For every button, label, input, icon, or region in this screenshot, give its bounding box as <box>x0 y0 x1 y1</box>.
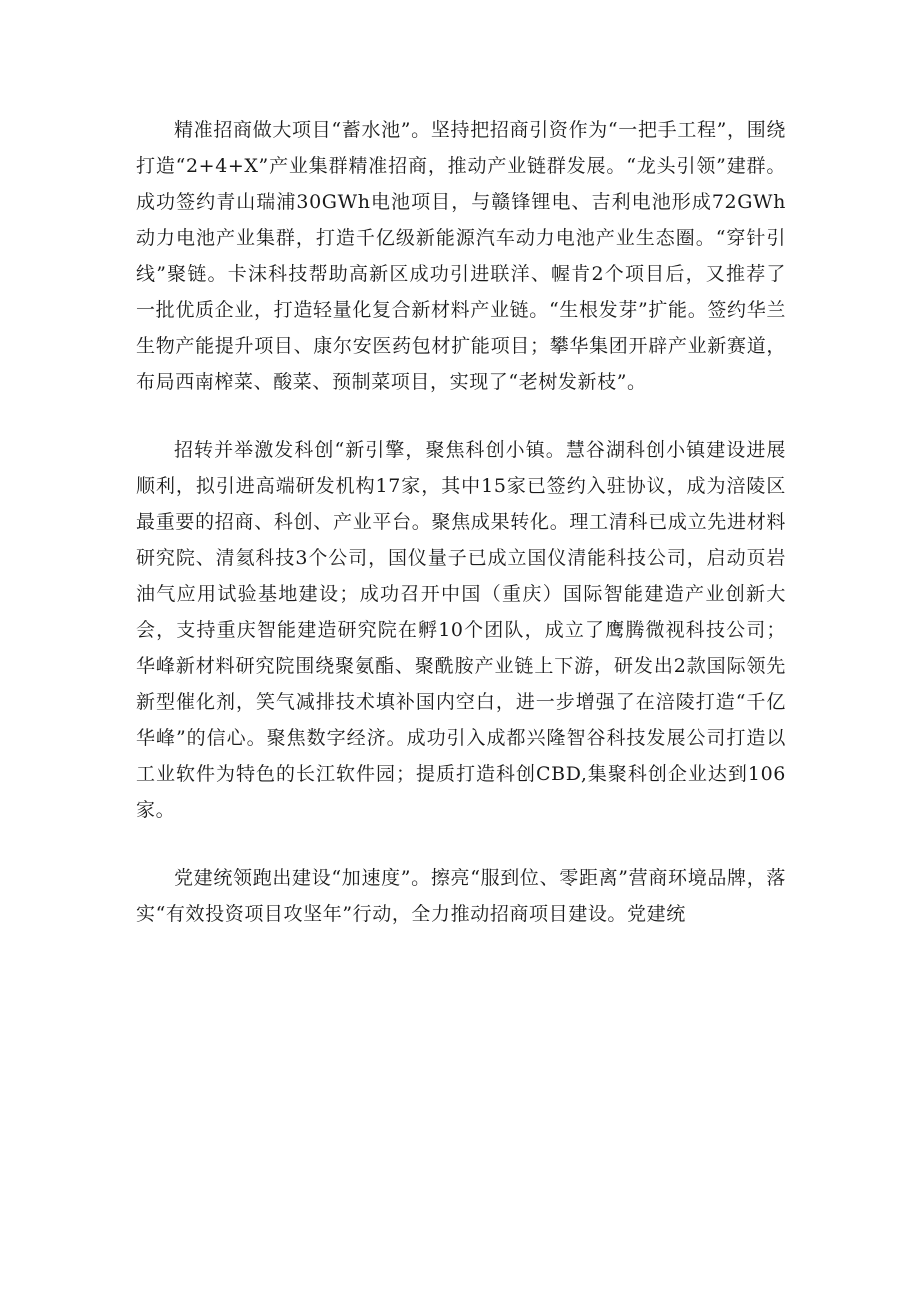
paragraph-investment-attraction: 精准招商做大项目“蓄水池”。坚持把招商引资作为“一把手工程”，围绕打造“2+4+X”产业集群精准招商，推动产业链群发展。“龙头引领”建群。成功签约青山瑞浦30GWh电池项目，与赣锋锂电、吉利电池形成72GWh动力电池产业集群，打造千亿级新能源汽车动力电池产业生态圈。“穿针引线”聚链。卡沫科技帮助高新区成功引进联洋、幄肯2个项目后，又推荐了一批优质企业，打造轻量化复合新材料产业链。“生根发芽”扩能。签约华兰生物产能提升项目、康尔安医药包材扩能项目；攀华集团开辟产业新赛道，布局西南榨菜、酸菜、预制菜项目，实现了“老树发新枝”。 <box>136 119 786 393</box>
document-page <box>136 112 786 964</box>
paragraph-party-building: 党建统领跑出建设“加速度”。擦亮“服到位、零距离”营商环境品牌，落实“有效投资项目攻坚年”行动，全力推动招商项目建设。党建统 <box>136 867 786 925</box>
paragraph-innovation-engine: 招转并举激发科创“新引擎，聚焦科创小镇。慧谷湖科创小镇建设进展顺利，拟引进高端研发机构17家，其中15家已签约入驻协议，成为涪陵区最重要的招商、科创、产业平台。聚焦成果转化。理工清科已成立先进材料研究院、清氦科技3个公司，国仪量子已成立国仪清能科技公司，启动页岩油气应用试验基地建设；成功召开中国（重庆）国际智能建造产业创新大会，支持重庆智能建造研究院在孵10个团队，成立了鹰腾微视科技公司；华峰新材料研究院围绕聚氨酯、聚酰胺产业链上下游，研发出2款国际领先新型催化剂，笑气减排技术填补国内空白，进一步增强了在涪陵打造“千亿华峰”的信心。聚焦数字经济。成功引入成都兴隆智谷科技发展公司打造以工业软件为特色的长江软件园；提质打造科创CBD,集聚科创企业达到106家。 <box>136 439 786 821</box>
